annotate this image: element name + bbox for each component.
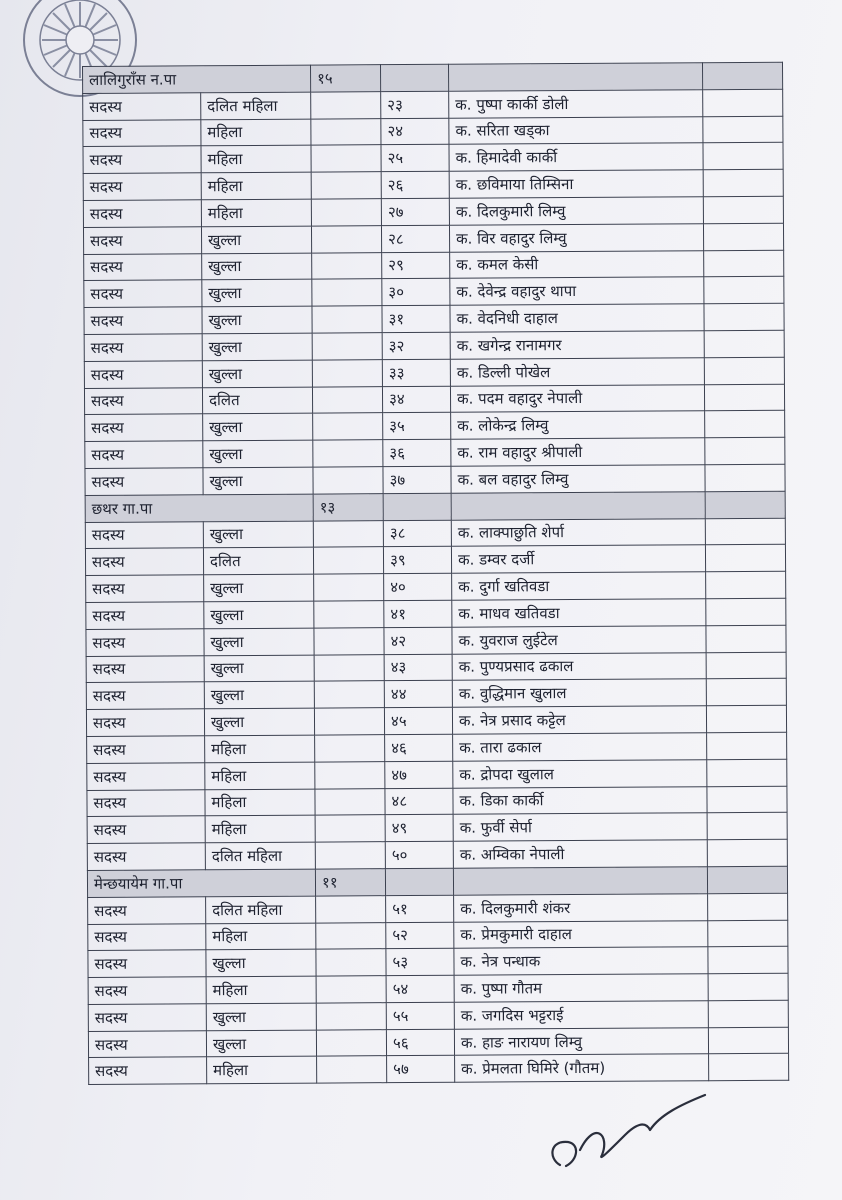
post-cell: सदस्य (87, 816, 205, 844)
category-cell: महिला (206, 923, 316, 950)
remarks-cell (703, 196, 783, 223)
member-name-cell: क. दिलकुमारी लिम्वु (449, 197, 703, 225)
table-row (88, 893, 788, 924)
category-cell: खुल्ला (203, 467, 313, 494)
category-cell: महिला (201, 172, 311, 199)
category-cell: खुल्ला (202, 306, 312, 333)
table-row (88, 1027, 788, 1058)
remarks-cell (706, 652, 786, 679)
remarks-cell (708, 920, 788, 947)
post-cell: सदस्य (84, 387, 202, 415)
member-name-cell: क. डिल्ली पोखेल (450, 357, 704, 385)
remarks-cell (705, 437, 785, 464)
table-row (84, 277, 784, 308)
group-header-row (85, 491, 785, 522)
post-cell: सदस्य (88, 923, 206, 951)
table-row (84, 330, 784, 361)
empty-cell (314, 708, 384, 735)
category-cell: खुल्ला (202, 360, 312, 387)
member-name-cell: क. नेत्र पन्धाक (454, 947, 708, 975)
post-cell: सदस्य (87, 762, 205, 790)
table-row (87, 732, 787, 763)
post-cell: सदस्य (85, 441, 203, 469)
group-count: ११ (315, 869, 385, 896)
post-cell: सदस्य (87, 789, 205, 817)
empty-cell (383, 493, 451, 520)
empty-cell (312, 306, 382, 333)
empty-cell (315, 842, 385, 869)
table-row (88, 973, 788, 1004)
table-row (86, 679, 786, 710)
serial-number-cell: २६ (381, 171, 449, 198)
empty-cell (315, 735, 385, 762)
category-cell: खुल्ला (206, 1003, 316, 1030)
remarks-cell (707, 813, 787, 840)
empty-cell (312, 359, 382, 386)
post-cell: सदस्य (84, 334, 202, 362)
serial-number-cell: २३ (381, 91, 449, 118)
member-name-cell: क. प्रेमकुमारी दाहाल (454, 920, 708, 948)
empty-cell (314, 574, 384, 601)
post-cell: सदस्य (88, 1004, 206, 1032)
remarks-cell (703, 223, 783, 250)
empty-cell (313, 440, 383, 467)
member-name-cell: क. खगेन्द्र रानामगर (450, 331, 704, 359)
member-name-cell: क. वुद्धिमान खुलाल (452, 679, 706, 707)
post-cell: सदस्य (83, 146, 201, 174)
empty-cell (315, 788, 385, 815)
serial-number-cell: ३९ (383, 547, 451, 574)
serial-number-cell: २४ (381, 118, 449, 145)
post-cell: सदस्य (83, 200, 201, 228)
empty-cell (314, 654, 384, 681)
member-name-cell: क. डिका कार्की (453, 786, 707, 814)
empty-cell (312, 386, 382, 413)
post-cell: सदस्य (86, 575, 204, 603)
member-name-cell: क. दिलकुमारी शंकर (454, 893, 708, 921)
category-cell: दलित महिला (205, 842, 315, 869)
table-row (83, 196, 783, 227)
member-name-cell: क. डम्वर दर्जी (451, 545, 705, 573)
table-row (87, 786, 787, 817)
remarks-cell (709, 1054, 789, 1081)
serial-number-cell: ३६ (383, 439, 451, 466)
member-name-cell: क. विर वहादुर लिम्वु (449, 223, 703, 251)
empty-cell (703, 62, 783, 89)
member-name-cell: क. पुष्पा कार्की डोली (449, 90, 703, 118)
member-name-cell: क. छविमाया तिम्सिना (449, 170, 703, 198)
member-name-cell: क. देवेन्द्र वहादुर थापा (450, 277, 704, 305)
table-row (87, 839, 787, 870)
remarks-cell (706, 571, 786, 598)
empty-cell (314, 627, 384, 654)
serial-number-cell: ३३ (382, 359, 450, 386)
remarks-cell (706, 679, 786, 706)
empty-cell (316, 1029, 386, 1056)
serial-number-cell: २५ (381, 145, 449, 172)
post-cell: सदस्य (86, 629, 204, 657)
empty-cell (315, 815, 385, 842)
remarks-cell (703, 89, 783, 116)
serial-number-cell: ५० (385, 841, 453, 868)
post-cell: सदस्य (87, 736, 205, 764)
table-row (88, 947, 788, 978)
post-cell: सदस्य (88, 896, 206, 924)
group-name: छथर गा.पा (85, 494, 313, 522)
serial-number-cell: ५१ (386, 895, 454, 922)
serial-number-cell: ४९ (385, 815, 453, 842)
category-cell: खुल्ला (202, 333, 312, 360)
category-cell: दलित महिला (206, 896, 316, 923)
remarks-cell (704, 330, 784, 357)
empty-cell (705, 491, 785, 518)
remarks-cell (704, 277, 784, 304)
member-table (82, 62, 789, 1086)
remarks-cell (708, 1000, 788, 1027)
member-name-cell: क. लोकेन्द्र लिम्वु (451, 411, 705, 439)
category-cell: महिला (205, 735, 315, 762)
empty-cell (314, 601, 384, 628)
member-name-cell: क. नेत्र प्रसाद कट्टेल (452, 706, 706, 734)
member-name-cell: क. बल वहादुर लिम्वु (451, 465, 705, 493)
member-name-cell: क. कमल केसी (450, 250, 704, 278)
post-cell: सदस्य (85, 414, 203, 442)
table-row (86, 625, 786, 656)
post-cell: सदस्य (83, 93, 201, 121)
table-row (83, 223, 783, 254)
post-cell: सदस्य (85, 468, 203, 496)
category-cell: खुल्ला (204, 708, 314, 735)
remarks-cell (708, 1027, 788, 1054)
serial-number-cell: ४० (384, 573, 452, 600)
member-name-cell: क. जगदिस भट्टराई (454, 1001, 708, 1029)
remarks-cell (705, 411, 785, 438)
serial-number-cell: २७ (381, 198, 449, 225)
empty-cell (316, 976, 386, 1003)
category-cell: महिला (201, 145, 311, 172)
table-row (85, 464, 785, 495)
category-cell: खुल्ला (204, 655, 314, 682)
table-row (84, 250, 784, 281)
empty-cell (313, 413, 383, 440)
post-cell: सदस्य (86, 682, 204, 710)
post-cell: सदस्य (86, 709, 204, 737)
category-cell: खुल्ला (203, 521, 313, 548)
remarks-cell (707, 839, 787, 866)
empty-cell (312, 333, 382, 360)
remarks-cell (706, 598, 786, 625)
post-cell: सदस्य (84, 361, 202, 389)
serial-number-cell: ५२ (386, 922, 454, 949)
category-cell: खुल्ला (203, 413, 313, 440)
member-name-cell: क. माधव खतिवडा (452, 599, 706, 627)
serial-number-cell: ३५ (383, 413, 451, 440)
member-name-cell: क. दुर्गा खतिवडा (452, 572, 706, 600)
post-cell: सदस्य (86, 655, 204, 683)
serial-number-cell: ४४ (384, 681, 452, 708)
category-cell: खुल्ला (202, 253, 312, 280)
empty-cell (381, 64, 449, 91)
serial-number-cell: ४५ (384, 707, 452, 734)
table-row (85, 518, 785, 549)
member-name-cell: क. अम्विका नेपाली (453, 840, 707, 868)
member-name-cell: क. हिमादेवी कार्की (449, 143, 703, 171)
empty-cell (707, 866, 787, 893)
remarks-cell (703, 169, 783, 196)
remarks-cell (706, 705, 786, 732)
empty-cell (311, 199, 381, 226)
serial-number-cell: ४७ (385, 761, 453, 788)
category-cell: दलित (202, 387, 312, 414)
category-cell: महिला (206, 976, 316, 1003)
empty-cell (316, 922, 386, 949)
category-cell: दलित (203, 547, 313, 574)
table-row (86, 705, 786, 736)
member-name-cell: क. फुर्वी सेर्पा (453, 813, 707, 841)
member-name-cell: क. पुण्यप्रसाद ढकाल (452, 652, 706, 680)
serial-number-cell: ५६ (386, 1029, 454, 1056)
table-row (83, 116, 783, 147)
empty-cell (451, 491, 705, 519)
member-name-cell: क. प्रेमलता घिमिरे (गौतम) (455, 1054, 709, 1082)
table-row (85, 545, 785, 576)
table-row (87, 759, 787, 790)
remarks-cell (703, 116, 783, 143)
table-row (84, 357, 784, 388)
table-row (83, 143, 783, 174)
remarks-cell (705, 464, 785, 491)
table-row (86, 598, 786, 629)
empty-cell (313, 547, 383, 574)
table-row (86, 571, 786, 602)
remarks-cell (704, 384, 784, 411)
empty-cell (453, 867, 707, 895)
remarks-cell (708, 893, 788, 920)
group-header-row (83, 62, 783, 93)
table-row (85, 437, 785, 468)
serial-number-cell: ४२ (384, 627, 452, 654)
remarks-cell (704, 303, 784, 330)
remarks-cell (704, 250, 784, 277)
group-name: लालिगुराँस न.पा (83, 65, 311, 93)
post-cell: सदस्य (88, 950, 206, 978)
post-cell: सदस्य (85, 521, 203, 549)
group-count: १५ (311, 65, 381, 92)
empty-cell (311, 91, 381, 118)
group-name: मेन्छयायेम गा.पा (87, 869, 315, 897)
member-name-cell: क. वेदनिधी दाहाल (450, 304, 704, 332)
category-cell: खुल्ला (201, 226, 311, 253)
empty-cell (449, 63, 703, 91)
post-cell: सदस्य (87, 843, 205, 871)
serial-number-cell: ४६ (385, 734, 453, 761)
category-cell: महिला (205, 789, 315, 816)
member-name-cell: क. लाक्पाछुति शेर्पा (451, 518, 705, 546)
post-cell: सदस्य (83, 119, 201, 147)
remarks-cell (704, 357, 784, 384)
member-name-cell: क. पदम वहादुर नेपाली (450, 384, 704, 412)
category-cell: महिला (207, 1057, 317, 1084)
serial-number-cell: ५७ (387, 1056, 455, 1083)
category-cell: महिला (205, 762, 315, 789)
member-name-cell: क. तारा ढकाल (453, 733, 707, 761)
serial-number-cell: ३८ (383, 520, 451, 547)
empty-cell (313, 467, 383, 494)
empty-cell (312, 252, 382, 279)
empty-cell (311, 225, 381, 252)
remarks-cell (707, 759, 787, 786)
empty-cell (311, 172, 381, 199)
member-name-cell: क. सरिता खड्का (449, 116, 703, 144)
post-cell: सदस्य (88, 977, 206, 1005)
post-cell: सदस्य (88, 1030, 206, 1058)
category-cell: खुल्ला (202, 279, 312, 306)
serial-number-cell: ५४ (386, 975, 454, 1002)
post-cell: सदस्य (85, 548, 203, 576)
serial-number-cell: ३२ (382, 332, 450, 359)
empty-cell (316, 895, 386, 922)
post-cell: सदस्य (86, 602, 204, 630)
serial-number-cell: २९ (382, 252, 450, 279)
category-cell: खुल्ला (204, 574, 314, 601)
table-row (83, 169, 783, 200)
member-table-body (83, 62, 789, 1085)
category-cell: खुल्ला (204, 601, 314, 628)
remarks-cell (706, 625, 786, 652)
post-cell: सदस्य (84, 307, 202, 335)
remarks-cell (703, 143, 783, 170)
category-cell: महिला (201, 119, 311, 146)
table-row (84, 384, 784, 415)
table-row (85, 411, 785, 442)
empty-cell (317, 1056, 387, 1083)
serial-number-cell: ४१ (384, 600, 452, 627)
remarks-cell (705, 545, 785, 572)
member-name-cell: क. द्रोपदा खुलाल (453, 759, 707, 787)
signature (540, 1080, 720, 1180)
post-cell: सदस्य (84, 253, 202, 281)
post-cell: सदस्य (89, 1057, 207, 1085)
table-row (87, 813, 787, 844)
member-list-sheet (82, 62, 788, 1086)
empty-cell (314, 681, 384, 708)
serial-number-cell: ३७ (383, 466, 451, 493)
member-name-cell: क. पुष्पा गौतम (454, 974, 708, 1002)
serial-number-cell: २८ (381, 225, 449, 252)
category-cell: खुल्ला (204, 681, 314, 708)
empty-cell (385, 868, 453, 895)
serial-number-cell: ३१ (382, 305, 450, 332)
remarks-cell (705, 518, 785, 545)
remarks-cell (707, 732, 787, 759)
empty-cell (312, 279, 382, 306)
empty-cell (315, 761, 385, 788)
empty-cell (311, 118, 381, 145)
member-name-cell: क. राम वहादुर श्रीपाली (451, 438, 705, 466)
empty-cell (316, 949, 386, 976)
group-count: १३ (313, 493, 383, 520)
remarks-cell (707, 786, 787, 813)
category-cell: खुल्ला (206, 949, 316, 976)
serial-number-cell: ५३ (386, 949, 454, 976)
category-cell: महिला (205, 815, 315, 842)
serial-number-cell: ४३ (384, 654, 452, 681)
serial-number-cell: ५५ (386, 1002, 454, 1029)
table-row (83, 89, 783, 120)
member-name-cell: क. हाङ नारायण लिम्वु (454, 1027, 708, 1055)
empty-cell (313, 520, 383, 547)
group-header-row (87, 866, 787, 897)
category-cell: खुल्ला (204, 628, 314, 655)
table-row (88, 920, 788, 951)
table-row (88, 1000, 788, 1031)
category-cell: महिला (201, 199, 311, 226)
empty-cell (316, 1003, 386, 1030)
post-cell: सदस्य (83, 227, 201, 255)
empty-cell (311, 145, 381, 172)
serial-number-cell: ३४ (382, 386, 450, 413)
remarks-cell (708, 947, 788, 974)
remarks-cell (708, 973, 788, 1000)
category-cell: खुल्ला (206, 1030, 316, 1057)
serial-number-cell: ३० (382, 279, 450, 306)
category-cell: खुल्ला (203, 440, 313, 467)
serial-number-cell: ४८ (385, 788, 453, 815)
table-row (86, 652, 786, 683)
member-name-cell: क. युवराज लुईटेल (452, 625, 706, 653)
category-cell: दलित महिला (201, 92, 311, 119)
table-row (84, 303, 784, 334)
post-cell: सदस्य (84, 280, 202, 308)
post-cell: सदस्य (83, 173, 201, 201)
